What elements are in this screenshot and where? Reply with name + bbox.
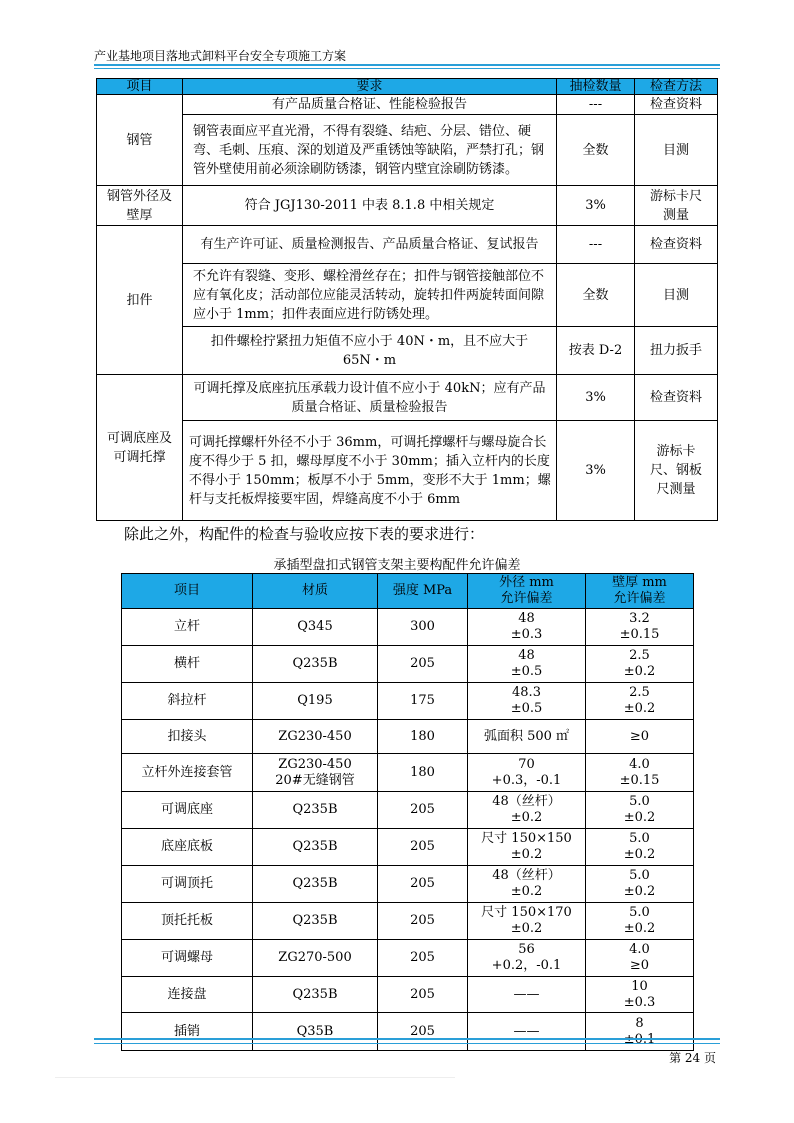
cell-line: 70 [518, 756, 535, 772]
wall-thickness-cell [586, 683, 694, 720]
qty-cell: 3% [557, 375, 635, 421]
header-rule-thin [94, 68, 720, 69]
wall-thickness-cell [586, 903, 694, 940]
material-cell [253, 903, 378, 940]
item-cell [122, 866, 253, 903]
cell-line: Q235B [292, 802, 338, 817]
cell-line: ZG230-450 [278, 728, 352, 744]
cell-line: 205 [410, 839, 435, 854]
table-row [122, 683, 694, 720]
cell-line: 205 [410, 950, 435, 965]
table-row [122, 720, 694, 754]
method-cell: 检查资料 [635, 95, 718, 115]
page-number: 第 24 页 [669, 1051, 716, 1065]
cell-line: 2.5 [629, 648, 650, 663]
table-row [97, 95, 718, 115]
method-cell: 游标卡尺、钢板尺测量 [635, 421, 718, 521]
cell-line: 可调底座 [160, 802, 213, 817]
outer-diameter-cell [468, 754, 586, 792]
col-header-material: 材质 [253, 574, 378, 609]
cell-line: 205 [410, 802, 435, 817]
header-line: 壁厚 mm [612, 575, 667, 590]
table-row [97, 226, 718, 264]
table-header-row [97, 79, 718, 95]
table-row [97, 421, 718, 521]
qty-cell: --- [557, 226, 635, 264]
item-cell: 钢管 [97, 95, 183, 186]
outer-diameter-cell [468, 866, 586, 903]
item-cell [122, 792, 253, 829]
qty-cell: --- [557, 95, 635, 115]
cell-line: ±0.2 [623, 847, 656, 862]
table-caption: 承插型盘扣式钢管支架主要构配件允许偏差 [273, 558, 521, 573]
col-header-item: 项目 [122, 574, 253, 609]
col-header-method: 检查方法 [635, 79, 718, 95]
header-line: 外径 mm [499, 575, 554, 590]
item-cell: 可调底座及可调托撑 [97, 375, 183, 521]
cell-line: ±0.2 [623, 921, 656, 936]
cell-line: ±0.2 [623, 701, 656, 716]
strength-cell [378, 829, 468, 866]
cell-line: ±0.2 [623, 884, 656, 899]
col-header-sample-qty: 抽检数量 [557, 79, 635, 95]
table-row [122, 792, 694, 829]
table-row [122, 866, 694, 903]
cell-line: 可调螺母 [160, 950, 213, 965]
table-row [97, 327, 718, 375]
requirement-cell: 扣件螺栓拧紧扭力矩值不应小于 40N・m，且不应大于 65N・m [183, 327, 557, 375]
item-cell: 钢管外径及壁厚 [97, 186, 183, 226]
outer-diameter-cell [468, 646, 586, 683]
material-cell [253, 792, 378, 829]
cell-line: ±0.3 [623, 994, 656, 1010]
cell-line: 4.0 [629, 942, 650, 957]
outer-diameter-cell [468, 792, 586, 829]
cell-line: Q195 [297, 693, 333, 708]
table-row [122, 903, 694, 940]
material-cell [253, 683, 378, 720]
cell-line: Q235B [292, 876, 338, 891]
item-cell [122, 829, 253, 866]
cell-line: 插销 [173, 1023, 200, 1039]
table-row [122, 940, 694, 977]
table-row [122, 609, 694, 646]
wall-thickness-cell [586, 940, 694, 977]
header-line: 允许偏差 [500, 591, 553, 606]
cell-line: 205 [410, 913, 435, 928]
material-cell [253, 609, 378, 646]
outer-diameter-cell [468, 609, 586, 646]
strength-cell [378, 754, 468, 792]
cell-line: 8 [635, 1015, 644, 1031]
cell-line: 5.0 [629, 794, 650, 809]
cell-line: ≥0 [629, 728, 650, 744]
table-row [97, 264, 718, 327]
qty-cell: 全数 [557, 115, 635, 186]
table-row [122, 646, 694, 683]
cell-line: 48.3 [512, 685, 541, 700]
material-cell [253, 940, 378, 977]
wall-thickness-cell [586, 720, 694, 754]
material-cell [253, 829, 378, 866]
requirement-cell: 符合 JGJ130-2011 中表 8.1.8 中相关规定 [183, 186, 557, 226]
cell-line: 205 [410, 986, 435, 1002]
cell-line: ±0.2 [510, 847, 543, 862]
table-header-row [122, 574, 694, 609]
cell-line: Q235B [292, 913, 338, 928]
item-cell [122, 720, 253, 754]
cell-line: 斜拉杆 [167, 693, 207, 708]
requirement-cell: 钢管表面应平直光滑，不得有裂缝、结疤、分层、错位、硬弯、毛刺、压痕、深的划道及严重锈蚀等缺陷，严禁打孔；钢管外壁使用前必须涂刷防锈漆，钢管内壁宜涂刷防锈漆。 [183, 115, 557, 186]
material-cell [253, 720, 378, 754]
cell-line: 205 [410, 656, 435, 671]
strength-cell [378, 720, 468, 754]
cell-line: ZG230-450 [278, 756, 352, 772]
header-rule [94, 64, 720, 66]
cell-line: 弧面积 500 ㎡ [483, 728, 570, 744]
inspection-requirements-table [96, 78, 718, 521]
cell-line: Q235B [292, 656, 338, 671]
table-row [97, 186, 718, 226]
cell-line: —— [513, 1023, 540, 1039]
component-tolerance-table [121, 573, 694, 1051]
table-row [97, 375, 718, 421]
cell-line: 扣接头 [167, 728, 207, 744]
item-cell [122, 754, 253, 792]
col-header-item: 项目 [97, 79, 183, 95]
cell-line: 可调顶托 [160, 876, 213, 891]
cell-line: 2.5 [629, 685, 650, 700]
requirement-cell: 不允许有裂缝、变形、螺栓滑丝存在；扣件与钢管接触部位不应有氧化皮；活动部位应能灵活转动，旋转扣件两旋转面间隙应小于 1mm；扣件表面应进行防锈处理。 [183, 264, 557, 327]
table-row [97, 115, 718, 186]
cell-line: ≥0 [629, 958, 650, 973]
cell-line: 连接盘 [167, 986, 207, 1002]
cell-line: 10 [631, 978, 648, 994]
cell-line: Q235B [292, 839, 338, 854]
material-cell [253, 977, 378, 1013]
wall-thickness-cell [586, 609, 694, 646]
item-cell [122, 646, 253, 683]
strength-cell [378, 866, 468, 903]
material-cell [253, 646, 378, 683]
method-cell: 检查资料 [635, 226, 718, 264]
cell-line: 48 [518, 611, 535, 626]
cell-line: —— [513, 986, 540, 1002]
qty-cell: 3% [557, 421, 635, 521]
cell-line: 4.0 [629, 756, 650, 772]
item-cell: 扣件 [97, 226, 183, 375]
cell-line: Q235B [292, 986, 338, 1002]
cell-line: 3.2 [629, 611, 650, 626]
cell-line: 底座底板 [160, 839, 213, 854]
cell-line: +0.3，-0.1 [491, 772, 562, 788]
strength-cell [378, 609, 468, 646]
item-cell [122, 903, 253, 940]
method-cell: 目测 [635, 115, 718, 186]
cell-line: 顶托托板 [160, 913, 213, 928]
qty-cell: 按表 D-2 [557, 327, 635, 375]
outer-diameter-cell [468, 940, 586, 977]
cell-line: ZG270-500 [278, 950, 352, 965]
wall-thickness-cell [586, 646, 694, 683]
item-cell [122, 977, 253, 1013]
cell-line: 180 [410, 764, 435, 780]
item-cell [122, 940, 253, 977]
strength-cell [378, 940, 468, 977]
cell-line: 56 [518, 942, 535, 957]
header-line: 允许偏差 [613, 591, 666, 606]
requirement-cell: 有产品质量合格证、性能检验报告 [183, 95, 557, 115]
wall-thickness-cell [586, 977, 694, 1013]
requirement-cell: 可调托撑及底座抗压承载力设计值不应小于 40kN；应有产品质量合格证、质量检验报告 [183, 375, 557, 421]
cell-line: ±0.2 [510, 810, 543, 825]
cell-line: 尺寸 150×170 [481, 905, 572, 920]
method-cell: 游标卡尺测量 [635, 186, 718, 226]
cell-line: 横杆 [173, 656, 200, 671]
requirement-cell: 有生产许可证、质量检测报告、产品质量合格证、复试报告 [183, 226, 557, 264]
requirement-cell: 可调托撑螺杆外径不小于 36mm，可调托撑螺杆与螺母旋合长度不得少于 5 扣，螺母厚度不小于 30mm；插入立杆内的长度不得小于 150mm；板厚不小于 5mm，变形不大于 1mm；螺杆与支托板焊接要牢固，焊缝高度不小于 6mm [183, 421, 557, 521]
cell-line: ±0.15 [619, 772, 660, 788]
outer-diameter-cell [468, 977, 586, 1013]
cell-line: 205 [410, 876, 435, 891]
strength-cell [378, 903, 468, 940]
wall-thickness-cell [586, 1013, 694, 1051]
wall-thickness-cell [586, 754, 694, 792]
strength-cell [378, 977, 468, 1013]
footer-rule [94, 1038, 720, 1040]
cell-line: ±0.2 [510, 884, 543, 899]
outer-diameter-cell [468, 903, 586, 940]
col-header-wall-thickness [586, 574, 694, 609]
cell-line: 5.0 [629, 905, 650, 920]
outer-diameter-cell [468, 720, 586, 754]
body-paragraph: 除此之外，构配件的检查与验收应按下表的要求进行： [124, 525, 485, 543]
col-header-strength: 强度 MPa [378, 574, 468, 609]
qty-cell: 全数 [557, 264, 635, 327]
outer-diameter-cell [468, 683, 586, 720]
cell-line: 205 [410, 1023, 435, 1039]
outer-diameter-cell [468, 829, 586, 866]
table-row [122, 1013, 694, 1051]
document-header-title: 产业基地项目落地式卸料平台安全专项施工方案 [94, 49, 347, 63]
material-cell [253, 1013, 378, 1051]
footer-faint-rule [55, 1077, 455, 1078]
cell-line: ±0.15 [619, 627, 660, 642]
item-cell [122, 683, 253, 720]
cell-line: ±0.2 [623, 810, 656, 825]
cell-line: 48（丝杆） [492, 794, 561, 809]
cell-line: 175 [410, 693, 435, 708]
cell-line: 立杆 [173, 619, 200, 634]
cell-line: ±0.5 [510, 664, 543, 679]
table-row [122, 754, 694, 792]
strength-cell [378, 683, 468, 720]
wall-thickness-cell [586, 792, 694, 829]
method-cell: 目测 [635, 264, 718, 327]
table-row [122, 977, 694, 1013]
strength-cell [378, 1013, 468, 1051]
col-header-requirement: 要求 [183, 79, 557, 95]
method-cell: 检查资料 [635, 375, 718, 421]
material-cell [253, 754, 378, 792]
footer-rule-thin [94, 1043, 720, 1044]
cell-line: ±0.2 [510, 921, 543, 936]
cell-line: Q35B [296, 1023, 334, 1039]
wall-thickness-cell [586, 866, 694, 903]
strength-cell [378, 646, 468, 683]
cell-line: +0.2，-0.1 [491, 958, 562, 973]
cell-line: ±0.5 [510, 701, 543, 716]
cell-line: 180 [410, 728, 435, 744]
cell-line: ±0.2 [623, 664, 656, 679]
cell-line: 20#无缝钢管 [275, 772, 355, 788]
cell-line: 立杆外连接套管 [141, 764, 233, 780]
item-cell [122, 609, 253, 646]
cell-line: 300 [410, 619, 435, 634]
qty-cell: 3% [557, 186, 635, 226]
cell-line: 5.0 [629, 831, 650, 846]
col-header-outer-diameter [468, 574, 586, 609]
table-row [122, 829, 694, 866]
material-cell [253, 866, 378, 903]
wall-thickness-cell [586, 829, 694, 866]
cell-line: Q345 [297, 619, 333, 634]
method-cell: 扭力扳手 [635, 327, 718, 375]
item-cell [122, 1013, 253, 1051]
cell-line: 5.0 [629, 868, 650, 883]
strength-cell [378, 792, 468, 829]
cell-line: 48 [518, 648, 535, 663]
cell-line: 尺寸 150×150 [481, 831, 572, 846]
cell-line: 48（丝杆） [492, 868, 561, 883]
cell-line: ±0.3 [510, 627, 543, 642]
outer-diameter-cell [468, 1013, 586, 1051]
